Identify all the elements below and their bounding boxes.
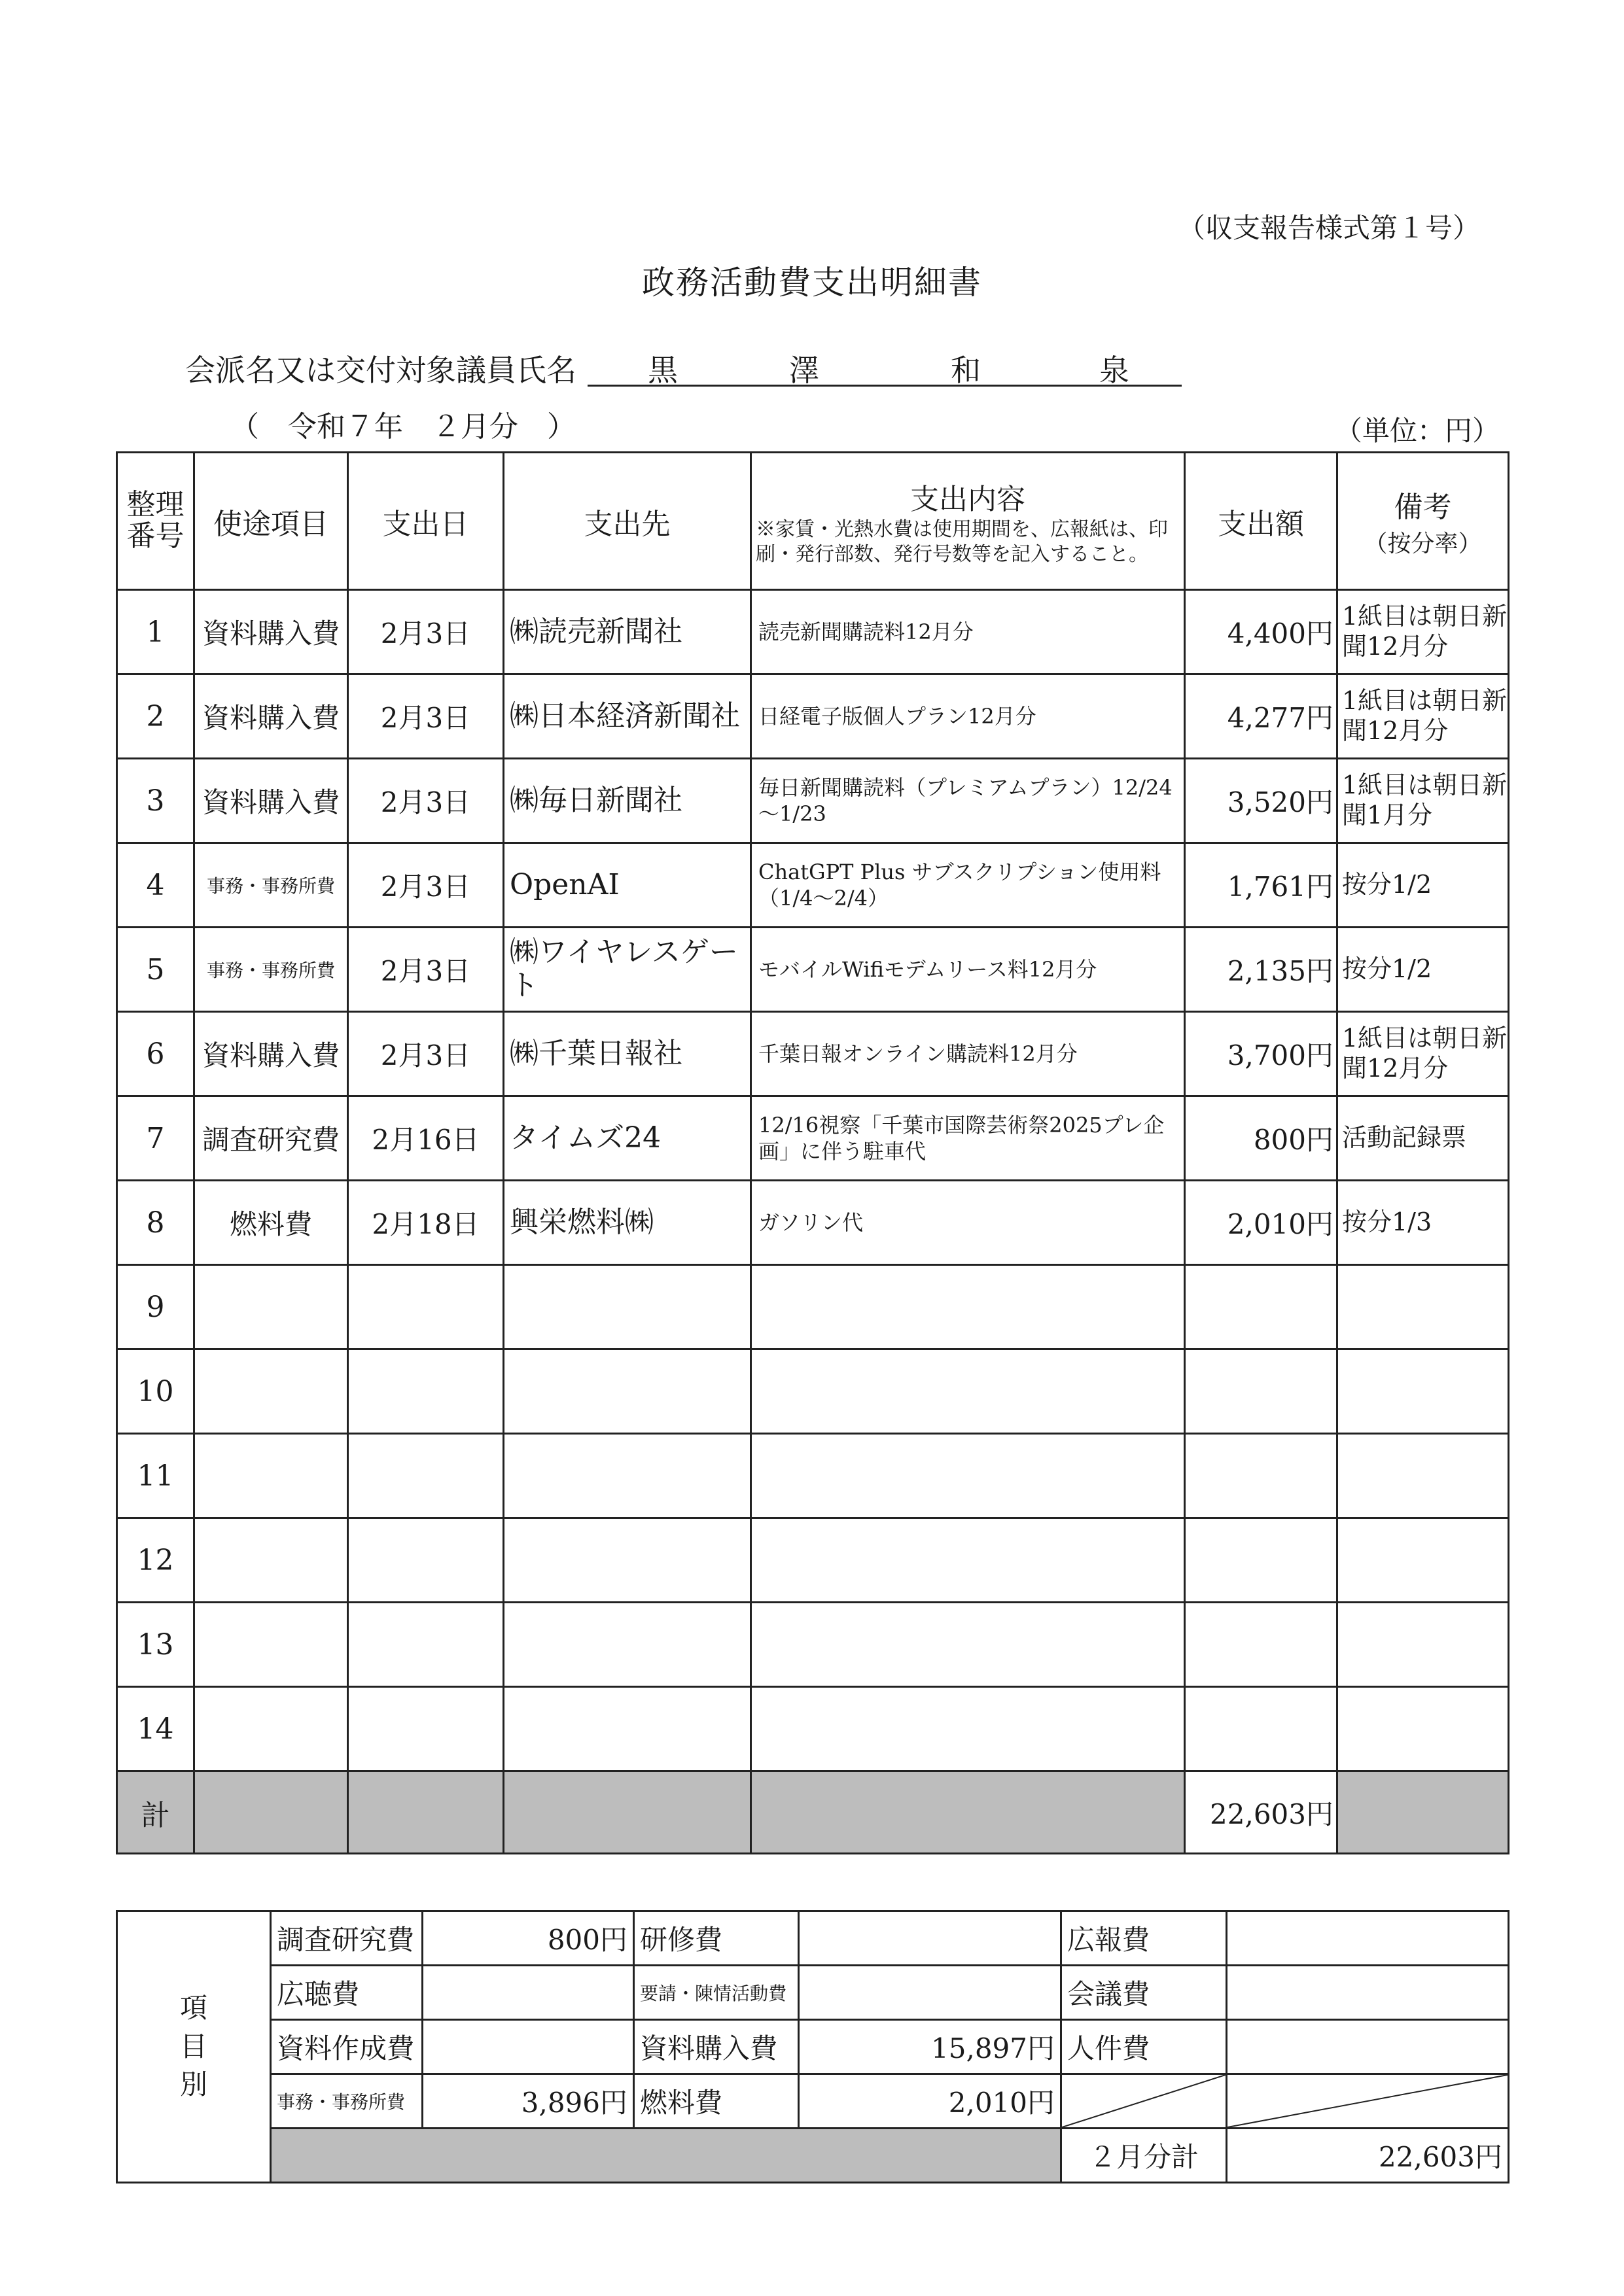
row-number: 8 [117, 1181, 194, 1265]
row-category: 資料購入費 [194, 1012, 348, 1096]
row-remarks [1337, 1434, 1509, 1518]
row-number: 5 [117, 928, 194, 1012]
row-category: 事務・事務所費 [194, 843, 348, 928]
row-content: 日経電子版個人プラン12月分 [751, 674, 1185, 759]
total-blank-cell [504, 1771, 751, 1854]
summary-row [117, 2020, 1509, 2074]
row-amount [1185, 1603, 1337, 1687]
table-row [117, 1687, 1509, 1771]
row-payee [504, 1518, 751, 1603]
table-row [117, 1096, 1509, 1181]
row-amount: 2,010円 [1185, 1181, 1337, 1265]
row-amount: 3,520円 [1185, 759, 1337, 843]
row-amount [1185, 1687, 1337, 1771]
col-header-content [751, 453, 1185, 590]
member-name-char: 澤 [789, 353, 819, 388]
col-header-remarks [1337, 453, 1509, 590]
row-date [348, 1518, 504, 1603]
summary-label-kouchou: 広聴費 [271, 1966, 423, 2020]
summary-row [117, 1966, 1509, 2020]
summary-side-label: 項目別 [117, 1911, 271, 2183]
col-header-date: 支出日 [348, 453, 504, 590]
name-label: 会派名又は交付対象議員氏名 [185, 353, 576, 388]
row-payee: 興栄燃料㈱ [504, 1181, 751, 1265]
summary-amount-kounyu: 15,897円 [799, 2020, 1061, 2074]
table-header-row [117, 453, 1509, 590]
member-name-char: 和 [951, 353, 981, 388]
row-amount [1185, 1349, 1337, 1434]
summary-amount-kenshu [799, 1911, 1061, 1966]
summary-amount-kouchou [423, 1966, 634, 2020]
row-number: 7 [117, 1096, 194, 1181]
member-name-char: 黒 [648, 353, 678, 388]
row-remarks: 1紙目は朝日新聞12月分 [1337, 590, 1509, 674]
row-category [194, 1434, 348, 1518]
row-date [348, 1265, 504, 1349]
row-payee: ㈱ワイヤレスゲート [504, 928, 751, 1012]
row-amount: 1,761円 [1185, 843, 1337, 928]
row-category: 燃料費 [194, 1181, 348, 1265]
table-row [117, 1265, 1509, 1349]
summary-label-jinken: 人件費 [1061, 2020, 1227, 2074]
table-row [117, 928, 1509, 1012]
row-remarks: 按分1/2 [1337, 928, 1509, 1012]
row-payee: OpenAI [504, 843, 751, 928]
summary-row [117, 2129, 1509, 2183]
row-remarks: 活動記録票 [1337, 1096, 1509, 1181]
summary-amount-nenryo: 2,010円 [799, 2074, 1061, 2129]
summary-label-jimu: 事務・事務所費 [271, 2074, 423, 2129]
row-remarks [1337, 1603, 1509, 1687]
member-name-char: 泉 [1099, 353, 1129, 388]
row-content [751, 1518, 1185, 1603]
col-header-amount: 支出額 [1185, 453, 1337, 590]
row-content [751, 1265, 1185, 1349]
row-date: 2月3日 [348, 928, 504, 1012]
summary-row [117, 2074, 1509, 2129]
table-row [117, 1518, 1509, 1603]
row-category: 資料購入費 [194, 674, 348, 759]
summary-label-kounyu: 資料購入費 [634, 2020, 799, 2074]
row-category: 事務・事務所費 [194, 928, 348, 1012]
row-content [751, 1349, 1185, 1434]
row-amount: 2,135円 [1185, 928, 1337, 1012]
category-summary-table [116, 1910, 1509, 2183]
row-content: 千葉日報オンライン購読料12月分 [751, 1012, 1185, 1096]
summary-label-yousei: 要請・陳情活動費 [634, 1966, 799, 2020]
row-amount: 4,400円 [1185, 590, 1337, 674]
row-number: 13 [117, 1603, 194, 1687]
summary-label-kaigi: 会議費 [1061, 1966, 1227, 2020]
row-content: モバイルWifiモデムリース料12月分 [751, 928, 1185, 1012]
row-remarks [1337, 1687, 1509, 1771]
row-payee [504, 1349, 751, 1434]
row-remarks [1337, 1518, 1509, 1603]
row-content: 読売新聞購読料12月分 [751, 590, 1185, 674]
table-row [117, 1181, 1509, 1265]
summary-row [117, 1911, 1509, 1966]
row-date: 2月3日 [348, 843, 504, 928]
row-remarks: 1紙目は朝日新聞12月分 [1337, 674, 1509, 759]
row-remarks: 1紙目は朝日新聞1月分 [1337, 759, 1509, 843]
row-remarks: 按分1/2 [1337, 843, 1509, 928]
summary-amount-jinken [1227, 2020, 1509, 2074]
diagonal-line [1227, 2075, 1508, 2127]
row-payee [504, 1265, 751, 1349]
table-row [117, 1349, 1509, 1434]
table-row [117, 843, 1509, 928]
row-category [194, 1603, 348, 1687]
table-row [117, 1603, 1509, 1687]
total-blank-cell [751, 1771, 1185, 1854]
row-amount [1185, 1518, 1337, 1603]
summary-amount-kaigi [1227, 1966, 1509, 2020]
row-content: 12/16視察「千葉市国際芸術祭2025プレ企画」に伴う駐車代 [751, 1096, 1185, 1181]
row-category: 調査研究費 [194, 1096, 348, 1181]
row-payee: ㈱千葉日報社 [504, 1012, 751, 1096]
col-header-category: 使途項目 [194, 453, 348, 590]
row-number: 10 [117, 1349, 194, 1434]
summary-label-chousa: 調査研究費 [271, 1911, 423, 1966]
table-row [117, 1012, 1509, 1096]
row-amount: 800円 [1185, 1096, 1337, 1181]
summary-label-kenshu: 研修費 [634, 1911, 799, 1966]
row-number: 4 [117, 843, 194, 928]
row-number: 14 [117, 1687, 194, 1771]
summary-amount-kouhou [1227, 1911, 1509, 1966]
row-category [194, 1687, 348, 1771]
row-remarks: 1紙目は朝日新聞12月分 [1337, 1012, 1509, 1096]
remarks-header-sub: （按分率） [1364, 531, 1482, 557]
row-category [194, 1265, 348, 1349]
row-category: 資料購入費 [194, 759, 348, 843]
row-date: 2月3日 [348, 1012, 504, 1096]
summary-amount-sakusei [423, 2020, 634, 2074]
row-number: 2 [117, 674, 194, 759]
unit-label: （単位：円） [1335, 415, 1500, 447]
document-title: 政務活動費支出明細書 [642, 264, 982, 302]
total-blank-cell [348, 1771, 504, 1854]
diagonal-line [1062, 2075, 1226, 2127]
row-date: 2月3日 [348, 674, 504, 759]
total-amount: 22,603円 [1185, 1771, 1337, 1854]
row-amount: 4,277円 [1185, 674, 1337, 759]
row-date [348, 1434, 504, 1518]
total-blank-cell [1337, 1771, 1509, 1854]
total-blank-cell [194, 1771, 348, 1854]
summary-label-sakusei: 資料作成費 [271, 2020, 423, 2074]
summary-amount-jimu: 3,896円 [423, 2074, 634, 2129]
row-payee [504, 1687, 751, 1771]
row-amount: 3,700円 [1185, 1012, 1337, 1096]
row-date: 2月3日 [348, 590, 504, 674]
table-row [117, 759, 1509, 843]
diagonal-blank-cell [1061, 2074, 1227, 2129]
table-row [117, 590, 1509, 674]
row-category: 資料購入費 [194, 590, 348, 674]
row-payee: タイムズ24 [504, 1096, 751, 1181]
row-category [194, 1518, 348, 1603]
row-content [751, 1603, 1185, 1687]
row-payee [504, 1434, 751, 1518]
row-content [751, 1687, 1185, 1771]
remarks-header-label: 備考 [1394, 491, 1452, 524]
row-number: 11 [117, 1434, 194, 1518]
row-date: 2月16日 [348, 1096, 504, 1181]
row-payee: ㈱読売新聞社 [504, 590, 751, 674]
row-date: 2月18日 [348, 1181, 504, 1265]
row-remarks [1337, 1265, 1509, 1349]
content-header-label: 支出内容 [910, 483, 1025, 516]
period: （ 令和７年 ２月分 ） [230, 410, 576, 444]
col-header-no: 整理番号 [117, 453, 194, 590]
row-date [348, 1349, 504, 1434]
content-header-note: ※家賃・光熱水費は使用期間を、広報紙は、印刷・発行部数、発行号数等を記入すること。 [756, 518, 1168, 566]
member-name [588, 347, 1182, 387]
month-total-label: ２月分計 [1061, 2129, 1227, 2183]
row-remarks: 按分1/3 [1337, 1181, 1509, 1265]
row-number: 6 [117, 1012, 194, 1096]
row-content: 毎日新聞購読料（プレミアムプラン）12/24～1/23 [751, 759, 1185, 843]
row-date: 2月3日 [348, 759, 504, 843]
row-payee: ㈱日本経済新聞社 [504, 674, 751, 759]
expense-table [116, 451, 1509, 1854]
table-row [117, 1434, 1509, 1518]
row-number: 12 [117, 1518, 194, 1603]
row-content [751, 1434, 1185, 1518]
row-date [348, 1687, 504, 1771]
row-amount [1185, 1434, 1337, 1518]
row-payee: ㈱毎日新聞社 [504, 759, 751, 843]
summary-shaded-cell [271, 2129, 1061, 2183]
row-category [194, 1349, 348, 1434]
row-content: ChatGPT Plus サブスクリプション使用料（1/4～2/4） [751, 843, 1185, 928]
diagonal-blank-cell [1227, 2074, 1509, 2129]
row-remarks [1337, 1349, 1509, 1434]
table-row [117, 674, 1509, 759]
summary-amount-yousei [799, 1966, 1061, 2020]
total-label: 計 [117, 1771, 194, 1854]
row-number: 9 [117, 1265, 194, 1349]
form-number: （収支報告様式第１号） [1178, 212, 1481, 244]
summary-amount-chousa: 800円 [423, 1911, 634, 1966]
row-payee [504, 1603, 751, 1687]
row-number: 1 [117, 590, 194, 674]
month-total-amount: 22,603円 [1227, 2129, 1509, 2183]
row-amount [1185, 1265, 1337, 1349]
row-date [348, 1603, 504, 1687]
summary-label-nenryo: 燃料費 [634, 2074, 799, 2129]
row-content: ガソリン代 [751, 1181, 1185, 1265]
row-number: 3 [117, 759, 194, 843]
summary-label-kouhou: 広報費 [1061, 1911, 1227, 1966]
total-row [117, 1771, 1509, 1854]
col-header-payee: 支出先 [504, 453, 751, 590]
